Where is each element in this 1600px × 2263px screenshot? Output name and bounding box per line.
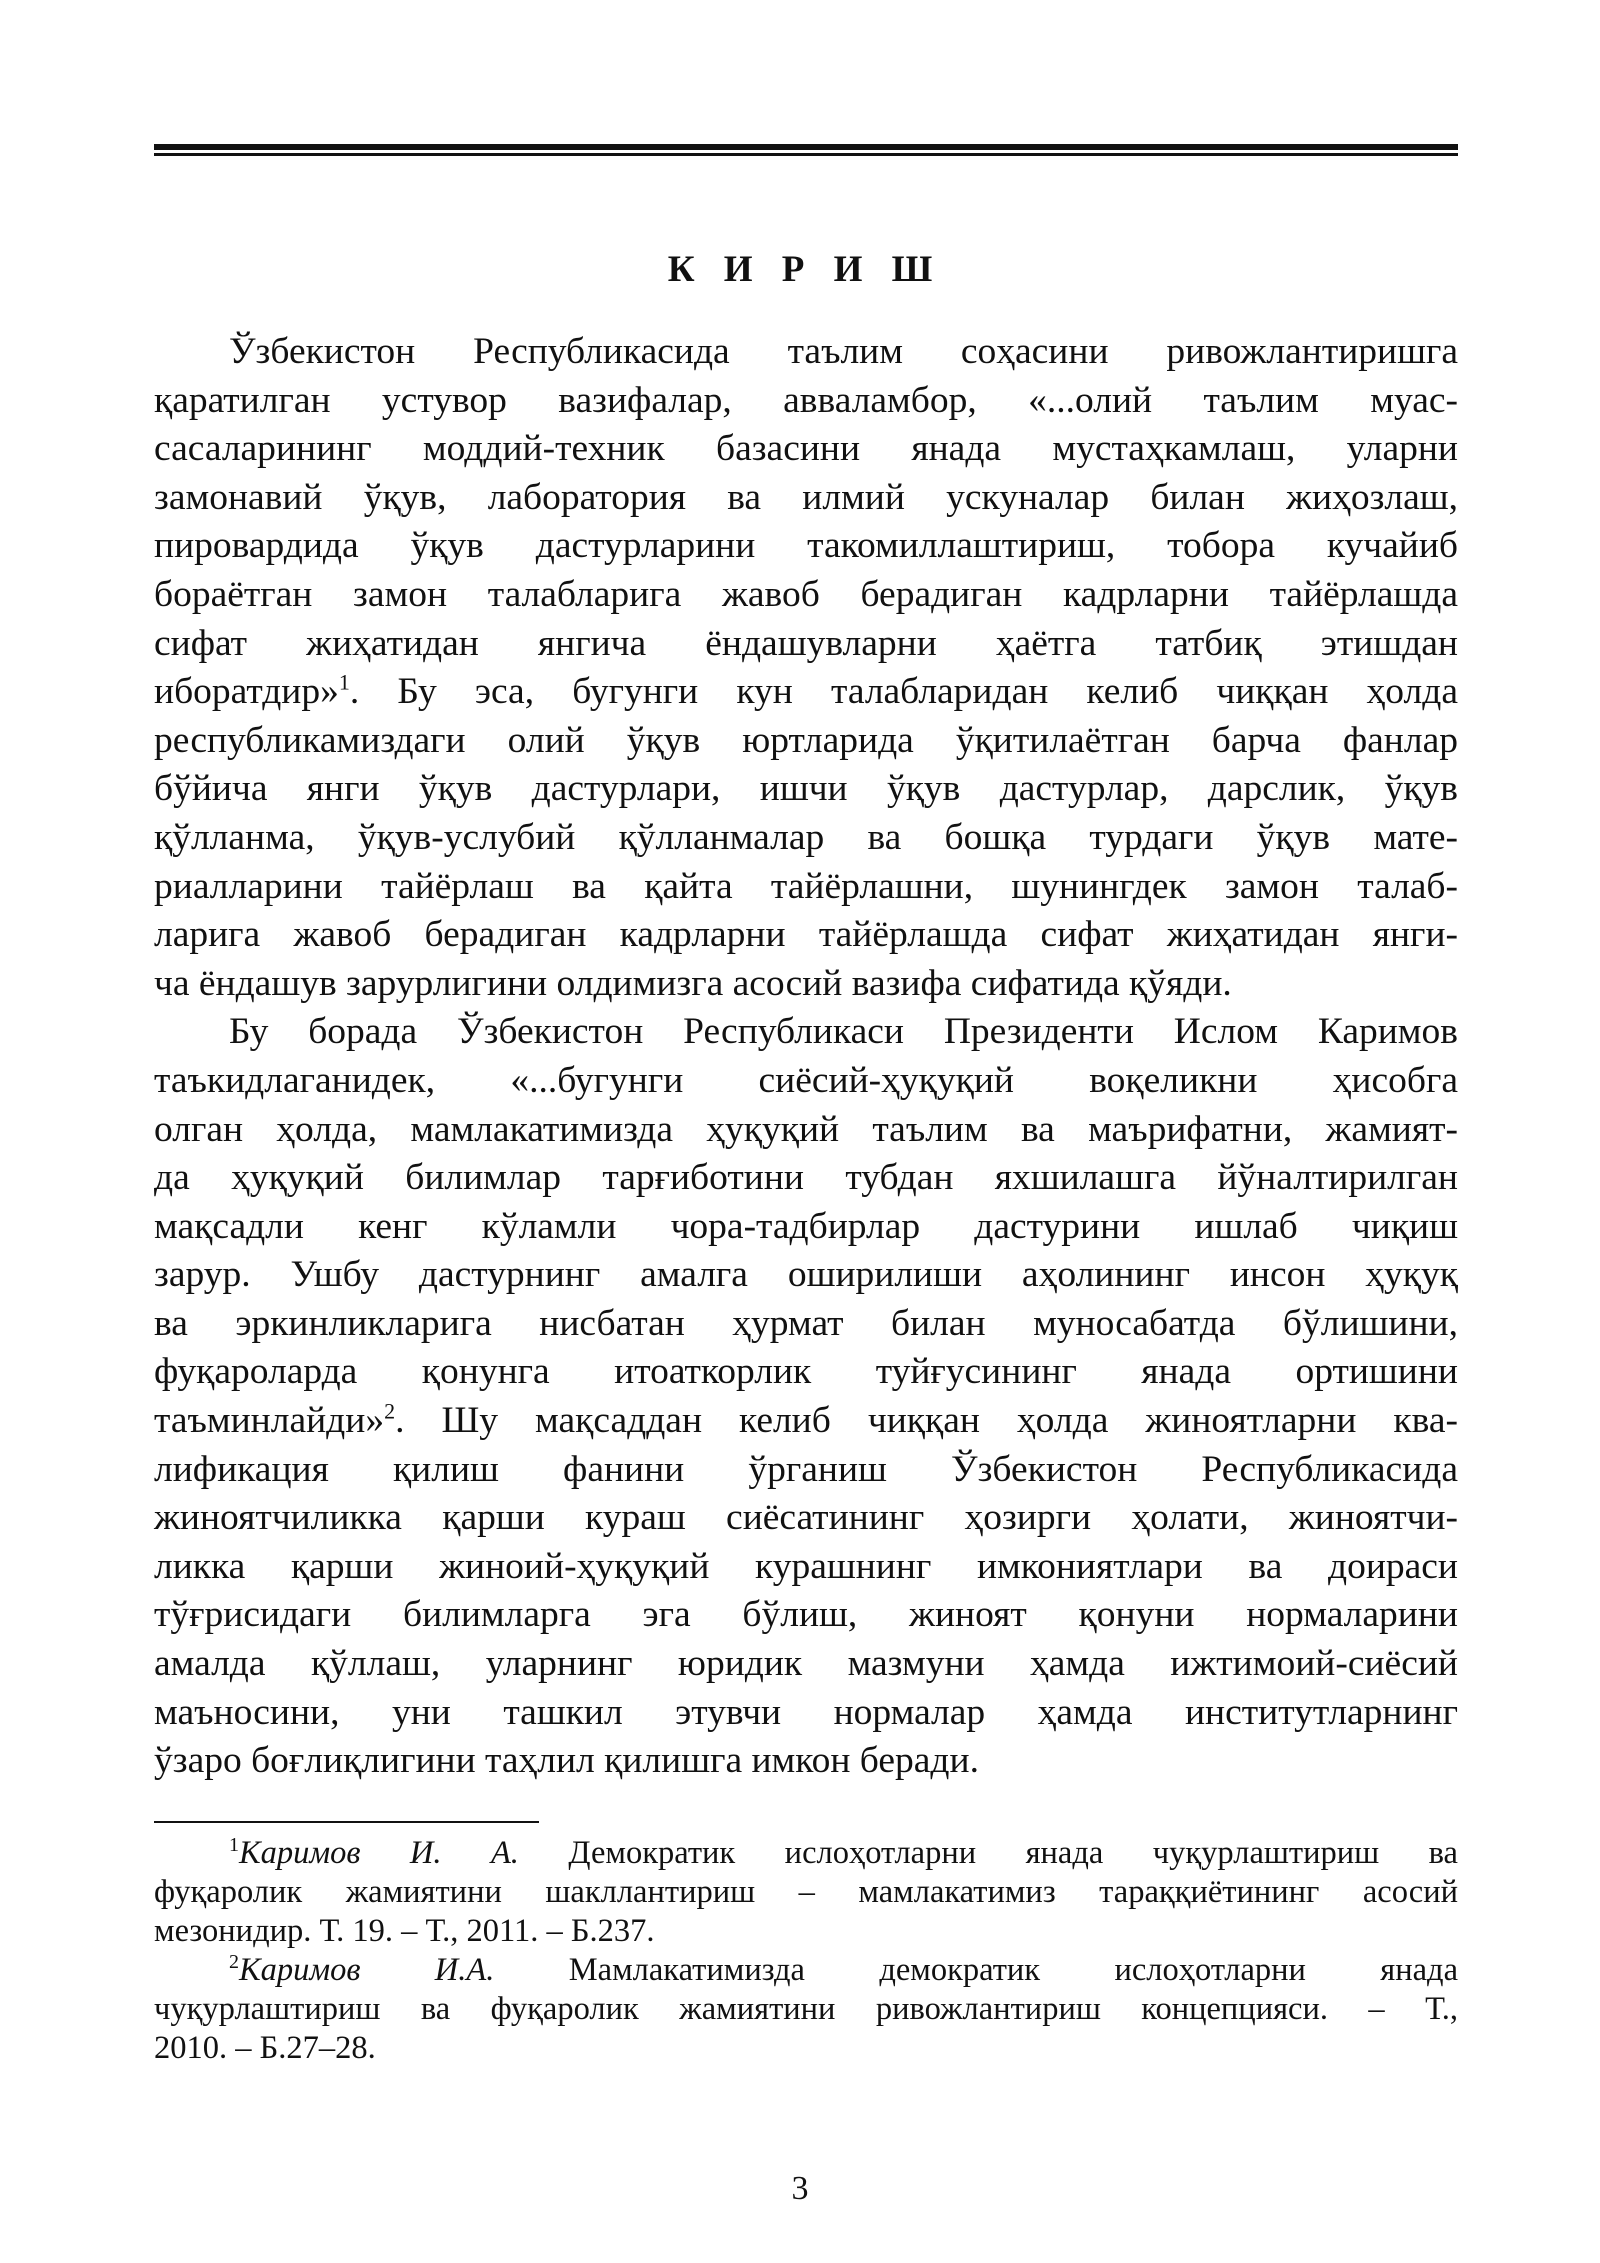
text-line: бораётган замон талабларига жавоб берадиган кадрларни тайёрлашда [154, 573, 1458, 615]
footnote-ref: 2 [384, 1398, 396, 1424]
footnote-2-line: 2010. – Б.27–28. [154, 2030, 376, 2066]
text-line: қўлланма, ўқув-услубий қўлланмалар ва бошқа турдаги ўқув мате- [154, 816, 1458, 858]
footnote-separator [154, 1821, 539, 1823]
text-line: таъкидлаганидек, «...бугунги сиёсий-ҳуқуқий воқеликни ҳисобга [154, 1059, 1458, 1101]
text-line: лификация қилиш фанини ўрганиш Ўзбекистон Республикасида [154, 1448, 1458, 1490]
text-line: тўғрисидаги билимларга эга бўлиш, жиноят қонуни нормаларини [154, 1594, 1458, 1636]
footnote-number: 2 [229, 1951, 239, 1974]
text-line: сифат жиҳатидан янгича ёндашувларни ҳаётга татбиқ этишдан [154, 622, 1458, 664]
text-line: пировардида ўқув дастурларини такомиллаштириш, тобора кучайиб [154, 525, 1458, 567]
footnote-1-line: фуқаролик жамиятини шакллантириш – мамлакатимиз тараққиётининг асосий [154, 1874, 1458, 1910]
footnotes [154, 1834, 1458, 2068]
text-line: да ҳуқуқий билимлар тарғиботини тубдан яхшилашга йўналтирилган [154, 1157, 1458, 1199]
footnote-2-line [154, 1951, 1458, 1990]
text-line: замонавий ўқув, лаборатория ва илмий ускуналар билан жиҳозлаш, [154, 476, 1458, 518]
text-line: республикамиздаги олий ўқув юртларида ўқитилаётган барча фанлар [154, 719, 1458, 761]
text-line: бўйича янги ўқув дастурлари, ишчи ўқув дастурлар, дарслик, ўқув [154, 768, 1458, 810]
text-line: жиноятчиликка қарши кураш сиёсатининг ҳозирги ҳолати, жиноятчи- [154, 1497, 1458, 1539]
text-fragment: Демократик ислоҳотларни янада чуқурлаштириш ва [518, 1835, 1458, 1871]
header-rule-thin [154, 153, 1458, 156]
text-line-with-footnote-ref [154, 1397, 1458, 1446]
footnote-1-line: мезонидир. Т. 19. – Т., 2011. – Б.237. [154, 1913, 655, 1949]
text-line: амалда қўллаш, уларнинг юридик мазмуни ҳамда ижтимоий-сиёсий [154, 1643, 1458, 1685]
text-line: Ўзбекистон Республикасида таълим соҳасини ривожлантиришга [229, 331, 1458, 372]
text-line: фуқароларда қонунга итоаткорлик туйғусининг янада ортишини [154, 1351, 1458, 1393]
text-line: ва эркинликларига нисбатан ҳурмат билан муносабатда бўлишини, [154, 1302, 1458, 1344]
text-line: мақсадли кенг кўламли чора-тадбирлар дастурини ишлаб чиқиш [154, 1205, 1458, 1247]
text-line: олган ҳолда, мамлакатимизда ҳуқуқий таълим ва маърифатни, жамият- [154, 1108, 1458, 1150]
text-line-with-footnote-ref [154, 668, 1458, 717]
footnote-2-line: чуқурлаштириш ва фуқаролик жамиятини ривожлантириш концепцияси. – Т., [154, 1991, 1458, 2027]
text-fragment: . Бу эса, бугунги кун талабларидан келиб чиққан ҳолда [349, 671, 1458, 713]
header-rule-thick [154, 144, 1458, 150]
text-fragment: таъминлайди» [154, 1400, 385, 1442]
footnote-author: Каримов И.А. [239, 1952, 495, 1988]
text-line: қаратилган устувор вазифалар, авваламбор, «...олий таълим муас- [154, 379, 1458, 421]
chapter-heading: К И Р И Ш [667, 249, 943, 290]
text-line: зарур. Ушбу дастурнинг амалга оширилиши аҳолининг инсон ҳуқуқ [154, 1254, 1458, 1296]
text-line: сасаларининг моддий-техник базасини янада мустаҳкамлаш, уларни [154, 428, 1458, 470]
text-line: ларига жавоб берадиган кадрларни тайёрлашда сифат жиҳатидан янги- [154, 914, 1458, 956]
text-fragment: Мамлакатимизда демократик ислоҳотларни янада [494, 1952, 1459, 1988]
text-line: ча ёндашув зарурлигини олдимизга асосий вазифа сифатида қўяди. [154, 962, 1232, 1004]
footnote-1-line [154, 1834, 1458, 1873]
text-line: ўзаро боғлиқлигини таҳлил қилишга имкон беради. [154, 1740, 979, 1782]
main-text [154, 328, 1458, 1786]
page-number: 3 [791, 2170, 809, 2207]
footnote-author: Каримов И. А. [239, 1835, 519, 1871]
text-line: Бу борада Ўзбекистон Республикаси Президенти Ислом Каримов [229, 1011, 1458, 1053]
footnote-number: 1 [229, 1834, 239, 1857]
text-fragment: . Шу мақсаддан келиб чиққан ҳолда жиноятларни ква- [395, 1400, 1458, 1442]
text-line: ликка қарши жиноий-ҳуқуқий курашнинг имкониятлари ва доираси [154, 1545, 1458, 1587]
text-fragment: иборатдир» [154, 671, 339, 713]
text-line: риалларини тайёрлаш ва қайта тайёрлашни, шунингдек замон талаб- [154, 865, 1458, 907]
text-line: маъносини, уни ташкил этувчи нормалар ҳамда институтларнинг [154, 1691, 1458, 1733]
footnote-ref: 1 [338, 669, 350, 695]
